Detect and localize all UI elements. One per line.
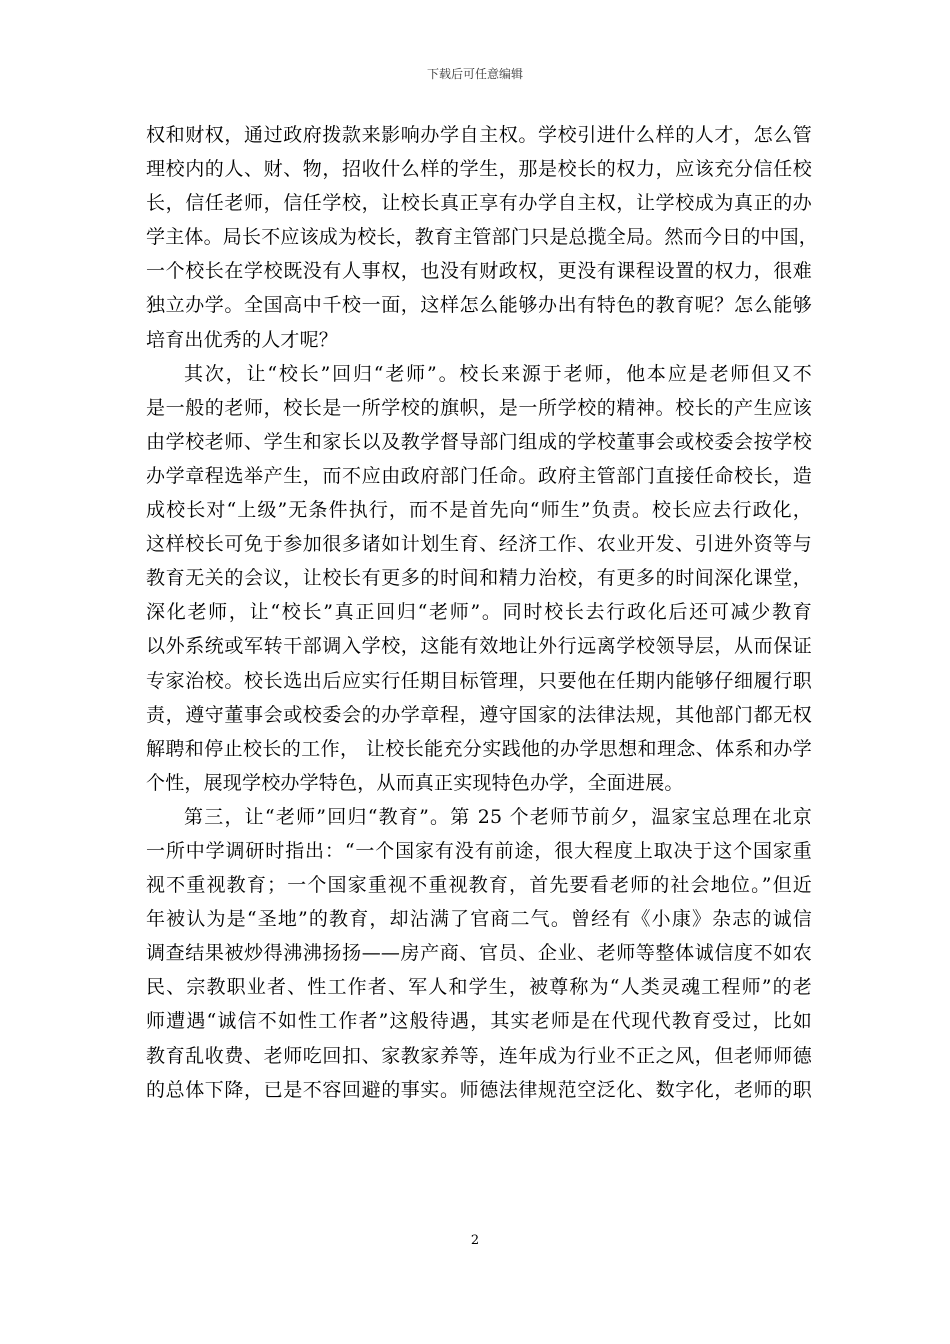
paragraph-3 (146, 800, 812, 1107)
text-line: 视不重视教育；一个国家重视不重视教育，首先要看老师的社会地位。”但近 (146, 874, 812, 897)
text-line: 培育出优秀的人才呢？ (146, 328, 339, 351)
text-line: 一个校长在学校既没有人事权，也没有财政权，更没有课程设置的权力，很难 (146, 260, 812, 283)
text-line: 年被认为是“圣地”的教育，却沾满了官商二气。曾经有《小康》杂志的诚信 (146, 908, 812, 931)
text-line: 由学校老师、学生和家长以及教学督导部门组成的学校董事会或校委会按学校 (146, 430, 812, 453)
text-line: 专家治校。校长选出后应实行任期目标管理，只要他在任期内能够仔细履行职 (146, 669, 812, 692)
text-line: 一所中学调研时指出：“一个国家有没有前途，很大程度上取决于这个国家重 (146, 839, 812, 862)
text-line: 其次，让“校长”回归“老师”。校长来源于老师，他本应是老师但又不 (184, 362, 812, 385)
text-line: 这样校长可免于参加很多诸如计划生育、经济工作、农业开发、引进外资等与 (146, 533, 812, 556)
text-line: 解聘和停止校长的工作， 让校长能充分实践他的办学思想和理念、体系和办学 (146, 737, 812, 760)
text-line: 教育无关的会议，让校长有更多的时间和精力治校，有更多的时间深化课堂， (146, 567, 812, 590)
text-line: 理校内的人、财、物，招收什么样的学生，那是校长的权力，应该充分信任校 (146, 158, 812, 181)
paragraph-2 (146, 357, 812, 800)
text-line: 是一般的老师，校长是一所学校的旗帜，是一所学校的精神。校长的产生应该 (146, 396, 812, 419)
text-line: 师遭遇“诚信不如性工作者”这般待遇，其实老师是在代现代教育受过，比如 (146, 1010, 812, 1033)
page-header: 下载后可任意编辑 (426, 67, 523, 81)
body-text (146, 118, 819, 1107)
text-line: 权和财权，通过政府拨款来影响办学自主权。学校引进什么样的人才，怎么管 (146, 124, 812, 146)
paragraph-1 (146, 118, 819, 357)
text-line: 办学章程选举产生，而不应由政府部门任命。政府主管部门直接任命校长，造 (146, 464, 812, 487)
text-line: 调查结果被炒得沸沸扬扬——房产商、官员、企业、老师等整体诚信度不如农 (146, 942, 812, 965)
text-line: 的总体下降，已是不容回避的事实。师德法律规范空泛化、数字化，老师的职 (146, 1078, 812, 1101)
text-line: 学主体。局长不应该成为校长，教育主管部门只是总揽全局。然而今日的中国， (146, 226, 819, 249)
text-line: 第三，让“老师”回归“教育”。第 25 个老师节前夕，温家宝总理在北京 (184, 805, 812, 828)
text-line: 独立办学。全国高中千校一面，这样怎么能够办出有特色的教育呢？怎么能够 (146, 294, 812, 317)
text-line: 民、宗教职业者、性工作者、军人和学生，被尊称为“人类灵魂工程师”的老 (146, 976, 812, 999)
text-line: 长，信任老师，信任学校，让校长真正享有办学自主权，让学校成为真正的办 (146, 192, 812, 215)
text-line: 责，遵守董事会或校委会的办学章程，遵守国家的法律法规，其他部门都无权 (146, 703, 812, 726)
text-line: 个性，展现学校办学特色，从而真正实现特色办学，全面进展。 (146, 771, 684, 794)
page-number: 2 (470, 1233, 480, 1248)
text-line: 教育乱收费、老师吃回扣、家教家养等，连年成为行业不正之风，但老师师德 (146, 1044, 812, 1067)
text-line: 以外系统或军转干部调入学校，这能有效地让外行远离学校领导层，从而保证 (146, 635, 812, 658)
text-line: 成校长对“上级”无条件执行，而不是首先向“师生”负责。校长应去行政化， (146, 499, 812, 522)
text-line: 深化老师，让“校长”真正回归“老师”。同时校长去行政化后还可减少教育 (146, 601, 812, 624)
